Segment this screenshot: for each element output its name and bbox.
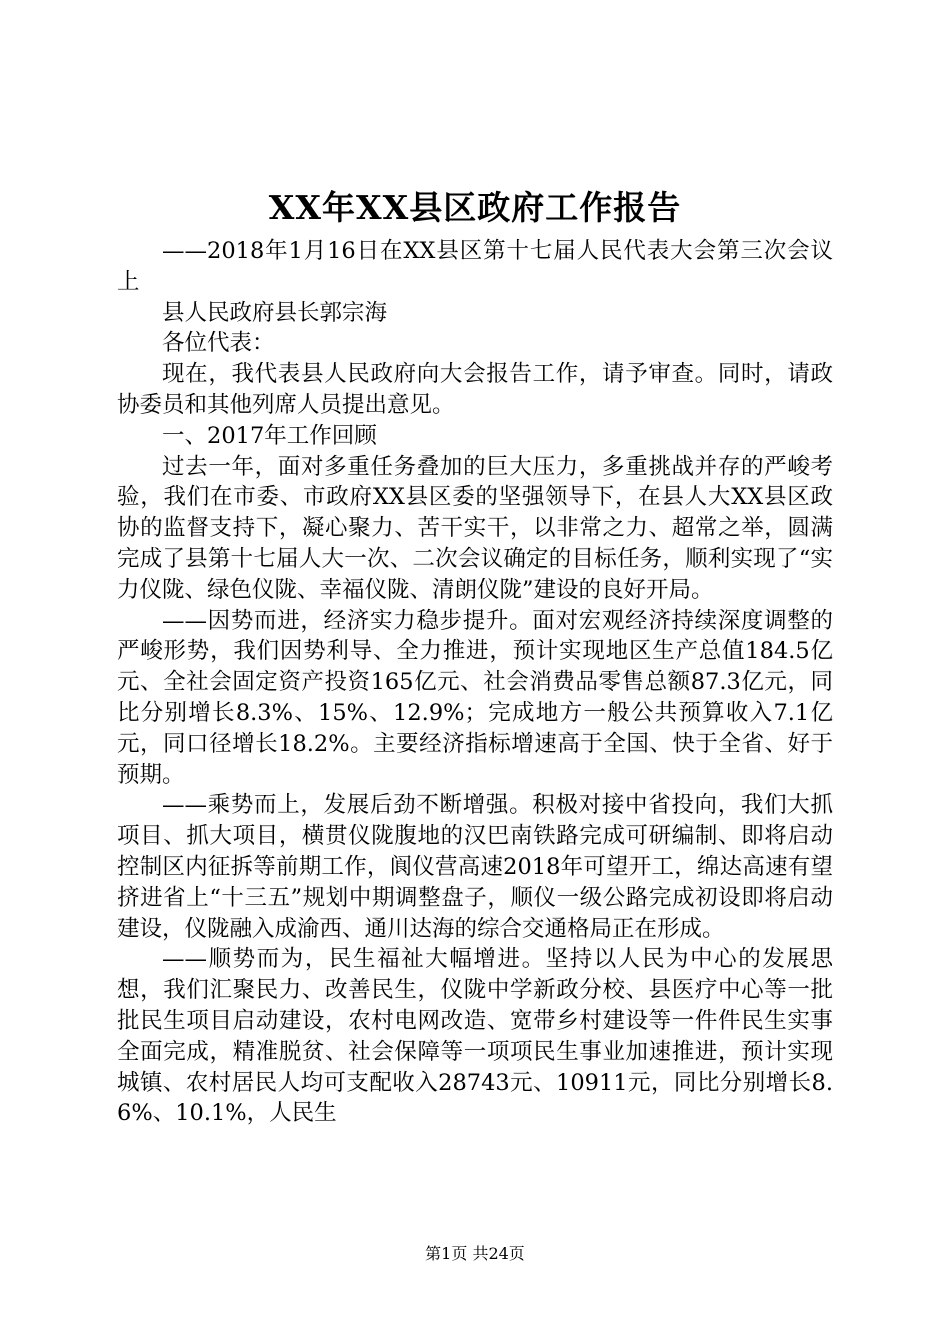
salutation: 各位代表： xyxy=(162,330,275,357)
document-body xyxy=(117,236,833,1129)
body-paragraph: 过去一年，面对多重任务叠加的巨大压力，多重挑战并存的严峻考验，我们在市委、市政府XX县区委的坚强领导下，在县人大XX县区政协的监督支持下，凝心聚力、苦干实干，以非常之力、超常之举，圆满完成了县第十七届人大一次、二次会议确定的目标任务，顺利实现了“实力仪陇、绿色仪陇、幸福仪陇、清朗仪陇”建设的良好开局。 xyxy=(117,453,833,603)
page-number-footer: 第1页 共24页 xyxy=(425,1244,525,1263)
speaker-line: 县人民政府县长郭宗海 xyxy=(162,299,388,326)
body-paragraph: ——乘势而上，发展后劲不断增强。积极对接中省投向，我们大抓项目、抓大项目，横贯仪陇腹地的汉巴南铁路完成可研编制、即将启动控制区内征拆等前期工作，阆仪营高速2018年可望开工，绵达高速有望挤进省上“十三五”规划中期调整盘子，顺仪一级公路完成初设即将启动建设，仪陇融入成渝西、通川达海的综合交通格局正在形成。 xyxy=(117,792,833,942)
body-paragraph: ——顺势而为，民生福祉大幅增进。坚持以人民为中心的发展思想，我们汇聚民力、改善民生，仪陇中学新政分校、县医疗中心等一批批民生项目启动建设，农村电网改造、宽带乡村建设等一件件民生实事全面完成，精准脱贫、社会保障等一项项民生事业加速推进，预计实现城镇、农村居民人均可支配收入28743元、10911元，同比分别增长8.6%、10.1%，人民生 xyxy=(117,946,833,1127)
intro-paragraph: 现在，我代表县人民政府向大会报告工作，请予审查。同时，请政协委员和其他列席人员提出意见。 xyxy=(117,361,833,418)
subtitle-paragraph: ——2018年1月16日在XX县区第十七届人民代表大会第三次会议上 xyxy=(117,238,833,295)
document-title: XX年XX县区政府工作报告 xyxy=(268,188,682,227)
body-paragraph: ——因势而进，经济实力稳步提升。面对宏观经济持续深度调整的严峻形势，我们因势利导、全力推进，预计实现地区生产总值184.5亿元、全社会固定资产投资165亿元、社会消费品零售总额87.3亿元，同比分别增长8.3%、15%、12.9%；完成地方一般公共预算收入7.1亿元，同口径增长18.2%。主要经济指标增速高于全国、快于全省、好于预期。 xyxy=(117,607,833,788)
section-heading: 一、2017年工作回顾 xyxy=(162,422,377,449)
